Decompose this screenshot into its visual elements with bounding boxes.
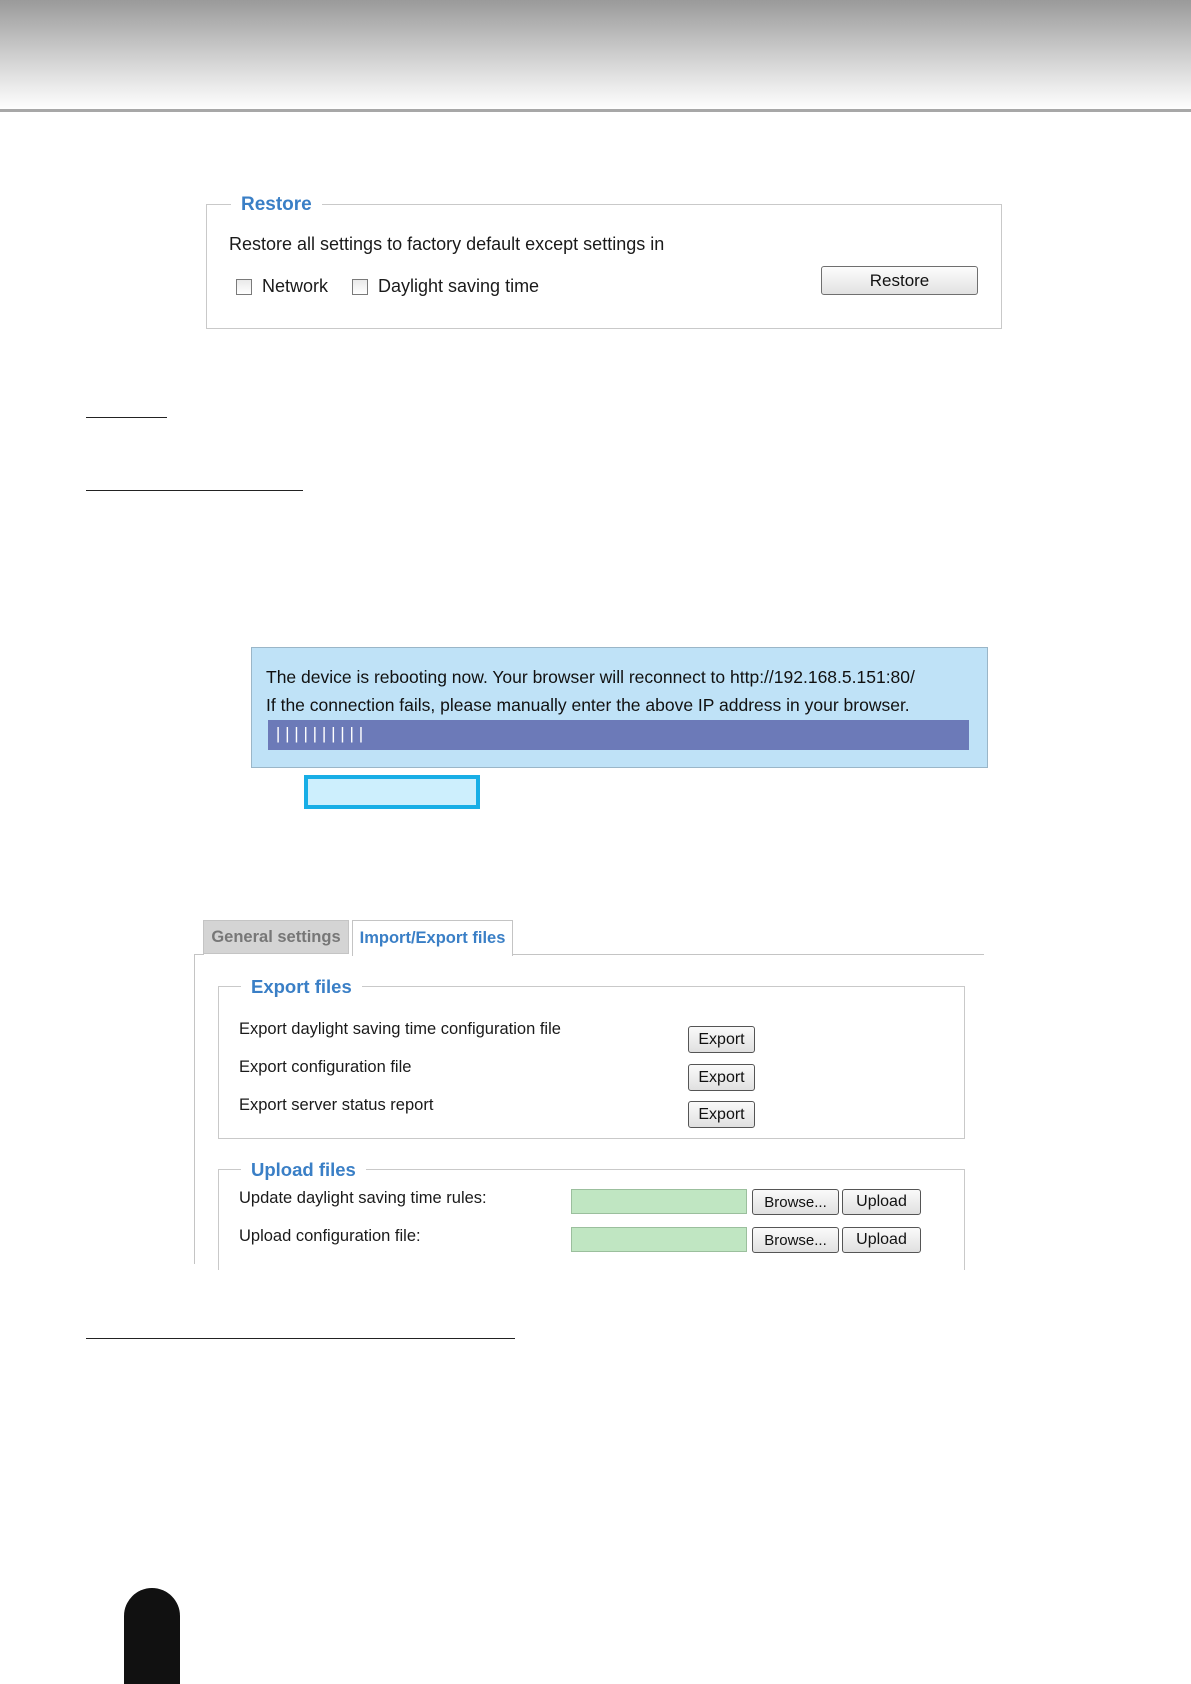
section-heading-underline-2 bbox=[86, 490, 303, 491]
upload-row-label: Upload configuration file: bbox=[239, 1227, 421, 1245]
progress-ticks: |||||||||| bbox=[273, 726, 366, 745]
daylight-saving-checkbox[interactable] bbox=[352, 279, 368, 295]
tab-import-export-files[interactable]: Import/Export files bbox=[352, 920, 513, 956]
header-divider bbox=[0, 109, 1191, 112]
page-number-tab bbox=[124, 1588, 180, 1684]
export-row-label: Export configuration file bbox=[239, 1058, 412, 1076]
export-row-label: Export server status report bbox=[239, 1096, 434, 1114]
upload-config-file-button[interactable]: Upload bbox=[842, 1227, 921, 1253]
reboot-message-line-1: The device is rebooting now. Your browser will reconnect to http://192.168.5.151:80/ bbox=[266, 667, 915, 687]
highlight-box bbox=[304, 775, 480, 809]
restore-description: Restore all settings to factory default except settings in bbox=[229, 234, 665, 254]
upload-fieldset bbox=[218, 1169, 965, 1270]
browse-config-file-button[interactable]: Browse... bbox=[752, 1227, 839, 1253]
tab-general-settings[interactable]: General settings bbox=[203, 920, 349, 954]
config-file-field[interactable] bbox=[571, 1227, 747, 1252]
panel-left-border bbox=[194, 954, 195, 1264]
export-dst-config-button[interactable]: Export bbox=[688, 1026, 755, 1053]
header-band bbox=[0, 0, 1191, 110]
upload-legend: Upload files bbox=[241, 1159, 366, 1181]
network-option-label: Network bbox=[262, 276, 329, 296]
upload-row-label: Update daylight saving time rules: bbox=[239, 1189, 487, 1207]
reboot-message-line-2: If the connection fails, please manually enter the above IP address in your browser. bbox=[266, 695, 910, 715]
tab-baseline bbox=[512, 954, 984, 955]
reboot-progress-bar bbox=[268, 720, 969, 750]
export-legend: Export files bbox=[241, 976, 362, 998]
dst-rules-file-field[interactable] bbox=[571, 1189, 747, 1214]
export-row-label: Export daylight saving time configuration file bbox=[239, 1020, 561, 1038]
browse-dst-rules-button[interactable]: Browse... bbox=[752, 1189, 839, 1215]
reboot-message-panel bbox=[251, 647, 988, 768]
restore-legend: Restore bbox=[231, 194, 322, 216]
daylight-saving-option-label: Daylight saving time bbox=[378, 276, 540, 296]
section-heading-underline-3 bbox=[86, 1338, 515, 1339]
section-heading-underline-1 bbox=[86, 417, 167, 418]
upload-dst-rules-button[interactable]: Upload bbox=[842, 1189, 921, 1215]
export-config-button[interactable]: Export bbox=[688, 1064, 755, 1091]
network-checkbox[interactable] bbox=[236, 279, 252, 295]
export-status-report-button[interactable]: Export bbox=[688, 1101, 755, 1128]
restore-button[interactable]: Restore bbox=[821, 266, 978, 295]
panel-top-border bbox=[194, 954, 204, 955]
